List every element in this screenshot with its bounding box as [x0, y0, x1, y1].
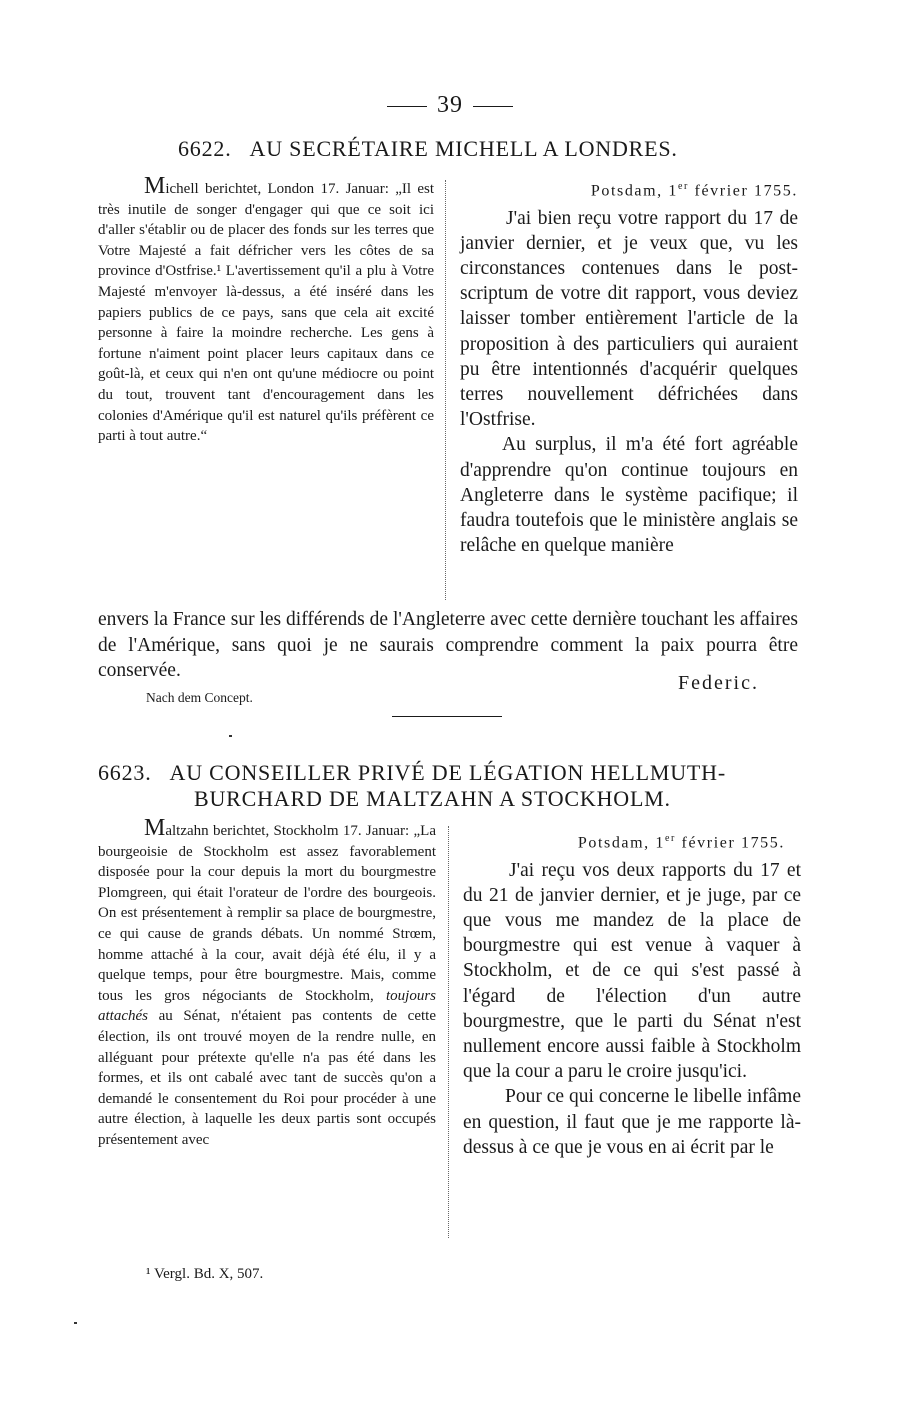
column-divider: [445, 180, 446, 600]
body-paragraph: J'ai reçu vos deux rapports du 17 et du 21 de janvier dernier, et je juge, par ce que vous me mandez de la place de bourgmestre qui est venue à vaquer à Stockholm, et de ce qui s'est passé à l'égard de l'élection d'un autre bourgmestre, que le parti du Sénat n'est nullement encore aussi faible à Stockholm que la cour a paru le croire jusqu'ici.: [463, 859, 801, 1083]
dash-right: [473, 106, 513, 107]
letter-heading-6623: [98, 760, 803, 812]
body-paragraph: J'ai bien reçu votre rapport du 17 de janvier dernier, et je veux que, vu les circonstances contenues dans le post-scriptum de votre dit rapport, vous deviez laisser tomber entièrement l'article de la proposition à des particuliers qui auraient pu être intentionnés d'acquérir quelques terres nouvellement défrichées dans l'Ostfrise.: [460, 207, 798, 431]
section-rule: [392, 716, 502, 717]
letter-number: 6623.: [98, 760, 152, 785]
place-date: Potsdam, 1er février 1755.: [590, 181, 798, 200]
dash-left: [387, 106, 427, 107]
summary-text-rest: au Sénat, n'étaient pas contents de cette élection, ils ont trouvé moyen de la rendre nulle, en alléguant pour prétexte qu'elle n'a pas été dans les formes, et ils ont cabalé avec tant de succès qu'on a demandé le consentement du Roi pour procéder à une autre élection, à laquelle les deux partis sont occupés présentement avec: [98, 1008, 436, 1148]
ink-mark: [74, 1322, 77, 1324]
letter-body-column: [460, 174, 798, 558]
drop-cap: M: [144, 173, 166, 199]
page-number-text: 39: [437, 92, 463, 118]
letter-title-line1: AU CONSEILLER PRIVÉ DE LÉGATION HELLMUTH-: [169, 760, 726, 785]
summary-text: ichell berichtet, London 17. Januar: „Il est très inutile de songer d'engager qui que ce soit ici d'aller s'établir ou de placer des fonds sur les terres que Votre Majesté a fait défricher vers les côtes de sa province d'Ostfrise.¹ L'avertissement qu'il a plu à Votre Majesté m'envoyer là-dessus, a été inséré dans les papiers publics de ce pays, sans que cela ait excité personne à faire la moindre recherche. Les gens à fortune n'aiment point placer leurs capitaux dans ce goût-là, et ceux qui n'en ont qu'une médiocre ou point du tout, trouvent tant d'encouragement dans les colonies d'Amérique qu'il est naturel qu'ils préfèrent ce parti à tout autre.“: [98, 181, 434, 445]
letter-summary: [98, 173, 434, 447]
signature: Federic.: [678, 672, 759, 694]
letter-number: 6622.: [178, 136, 232, 161]
letter-body-column: [463, 826, 801, 1160]
drop-cap: M: [144, 815, 166, 841]
summary-text: altzahn berichtet, Stockholm 17. Januar: „La bourgeoisie de Stockholm est assez favorablement disposée pour la cour depuis la mort du bourgmestre Plomgreen, qui était l'orateur de l'ordre des bourgeois. On est présentement à remplir sa place de bourgmestre, ce qui cause de grands débats. Un nommé Strœm, homme attaché à la cour, avait déjà été élu, il y a quelque temps, pour être bourgmestre. Mais, comme tous les gros négociants de Stockholm,: [98, 823, 436, 1004]
source-note: Nach dem Concept.: [146, 690, 253, 705]
letter-title: AU SECRÉTAIRE MICHELL A LONDRES.: [249, 136, 678, 161]
letter-title-line2: BURCHARD DE MALTZAHN A STOCKHOLM.: [194, 786, 671, 811]
column-divider: [448, 826, 449, 1238]
footnote: ¹ Vergl. Bd. X, 507.: [146, 1266, 264, 1282]
place-date: Potsdam, 1er février 1755.: [577, 833, 785, 852]
ink-mark: [229, 735, 232, 737]
body-continuation: envers la France sur les différends de l'Angleterre avec cette dernière touchant les affaires de l'Amérique, sans quoi je ne saurais comprendre comment la paix pourra être conservée.: [98, 609, 798, 681]
letter-summary: [98, 815, 437, 1151]
letter-heading-6622: [178, 136, 883, 162]
summary-italic: toujours attachés: [98, 987, 437, 1025]
page-number: [0, 92, 900, 119]
body-paragraph: Au surplus, il m'a été fort agréable d'apprendre qu'on continue toujours en Angleterre dans le système pacifique; il faudra toutefois que le ministère anglais se relâche en quelque manière: [460, 434, 798, 557]
body-paragraph: Pour ce qui concerne le libelle infâme en question, il faut que je me rapporte là-dessus à ce que je vous en ai écrit par le: [463, 1086, 801, 1158]
